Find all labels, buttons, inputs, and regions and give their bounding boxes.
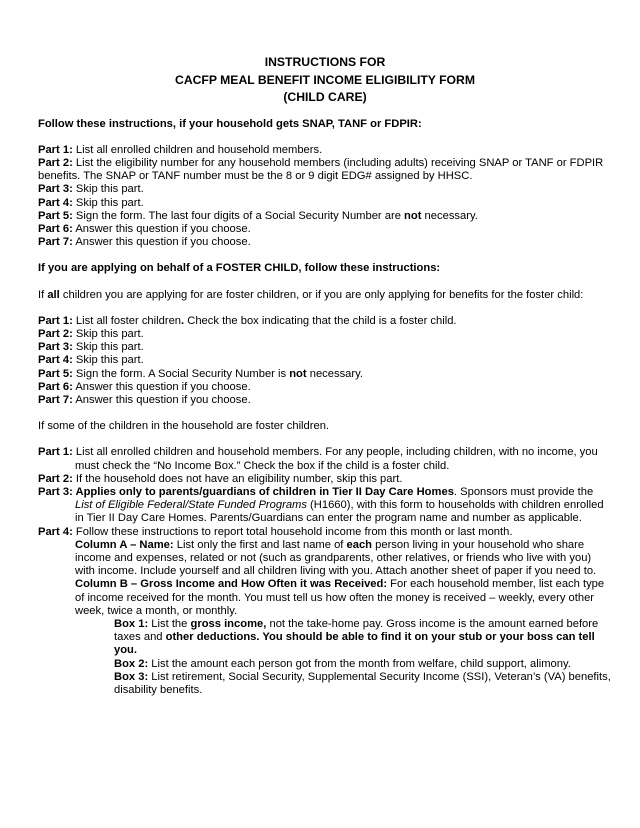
foster-heading: If you are applying on behalf of a FOSTER CHILD, follow these instructions: xyxy=(38,262,441,275)
mixed-household-list xyxy=(38,446,612,697)
column-a-instructions: Column A – Name: List only the first and last name of each person living in your household who share income and expenses, related or not (such as grandparents, other relatives, or friends who live with you) with income. Include yourself and all children living with you. Attach another sheet of paper if you need to. xyxy=(75,538,597,578)
box-1-instructions: Box 1: List the gross income, not the take-home pay. Gross income is the amount earned before taxes and other deductions. You should be able to find it on your stub or your boss can tell you. xyxy=(114,618,599,657)
snap-part-6: Part 6: Answer this question if you choose. xyxy=(38,222,251,235)
some-foster-intro: If some of the children in the household are foster children. xyxy=(38,420,330,433)
column-b-instructions: Column B – Gross Income and How Often it was Received: For each household member, list each type of income received for the month. You must tell us how often the money is received – weekly, every other week, twice a month, or monthly. xyxy=(75,578,605,617)
snap-part-3: Part 3: Skip this part. xyxy=(38,183,144,196)
snap-instructions-list xyxy=(38,144,612,250)
snap-part-4: Part 4: Skip this part. xyxy=(38,196,144,209)
foster-part-6: Part 6: Answer this question if you choose. xyxy=(38,380,251,393)
foster-part-7: Part 7: Answer this question if you choose. xyxy=(38,393,251,406)
mixed-part-1: Part 1: List all enrolled children and household members. For any people, including children, with no income, you must check the “No Income Box.” Check the box if the child is a foster child. xyxy=(38,446,598,472)
foster-part-2: Part 2: Skip this part. xyxy=(38,327,144,340)
document-title xyxy=(38,54,612,107)
snap-heading: Follow these instructions, if your household gets SNAP, TANF or FDPIR: xyxy=(38,117,422,130)
snap-part-5: Part 5: Sign the form. The last four digits of a Social Security Number are not necessary. xyxy=(38,209,478,222)
snap-part-2: Part 2: List the eligibility number for any household members (including adults) receiving SNAP or TANF or FDPIR benefits. The SNAP or TANF number must be the 8 or 9 digit EDG# assigned by HHSC. xyxy=(38,156,604,183)
mixed-part-2: Part 2: If the household does not have an eligibility number, skip this part. xyxy=(38,472,403,485)
box-2-instructions: Box 2: List the amount each person got from the month from welfare, child support, alimony. xyxy=(114,657,571,670)
title-line-1: INSTRUCTIONS FOR xyxy=(264,55,386,69)
snap-part-7: Part 7: Answer this question if you choose. xyxy=(38,236,251,249)
foster-part-3: Part 3: Skip this part. xyxy=(38,341,144,354)
foster-instructions-list xyxy=(38,315,612,407)
foster-part-1: Part 1: List all foster children. Check the box indicating that the child is a foster child. xyxy=(38,314,457,327)
snap-part-1: Part 1: List all enrolled children and household members. xyxy=(38,143,323,156)
box-3-instructions: Box 3: List retirement, Social Security, Supplemental Security Income (SSI), Veteran’s (VA) benefits, disability benefits. xyxy=(114,670,611,697)
title-line-2: CACFP MEAL BENEFIT INCOME ELIGIBILITY FORM xyxy=(175,72,475,87)
instructions-page xyxy=(38,54,612,697)
foster-part-5: Part 5: Sign the form. A Social Security Number is not necessary. xyxy=(38,367,363,380)
mixed-part-4: Part 4: Follow these instructions to report total household income from this month or last month. xyxy=(38,525,513,538)
mixed-part-3: Part 3: Applies only to parents/guardians of children in Tier II Day Care Homes. Sponsors must provide the List of Eligible Federal/State Funded Programs (H1660), with this form to households with children enrolled in Tier II Day Care Homes. Parents/Guardians can enter the program name and number as applicable. xyxy=(38,485,604,525)
title-line-3: (CHILD CARE) xyxy=(283,90,367,104)
foster-intro: If all children you are applying for are foster children, or if you are only applying for benefits for the foster child: xyxy=(38,288,584,301)
foster-part-4: Part 4: Skip this part. xyxy=(38,354,144,367)
